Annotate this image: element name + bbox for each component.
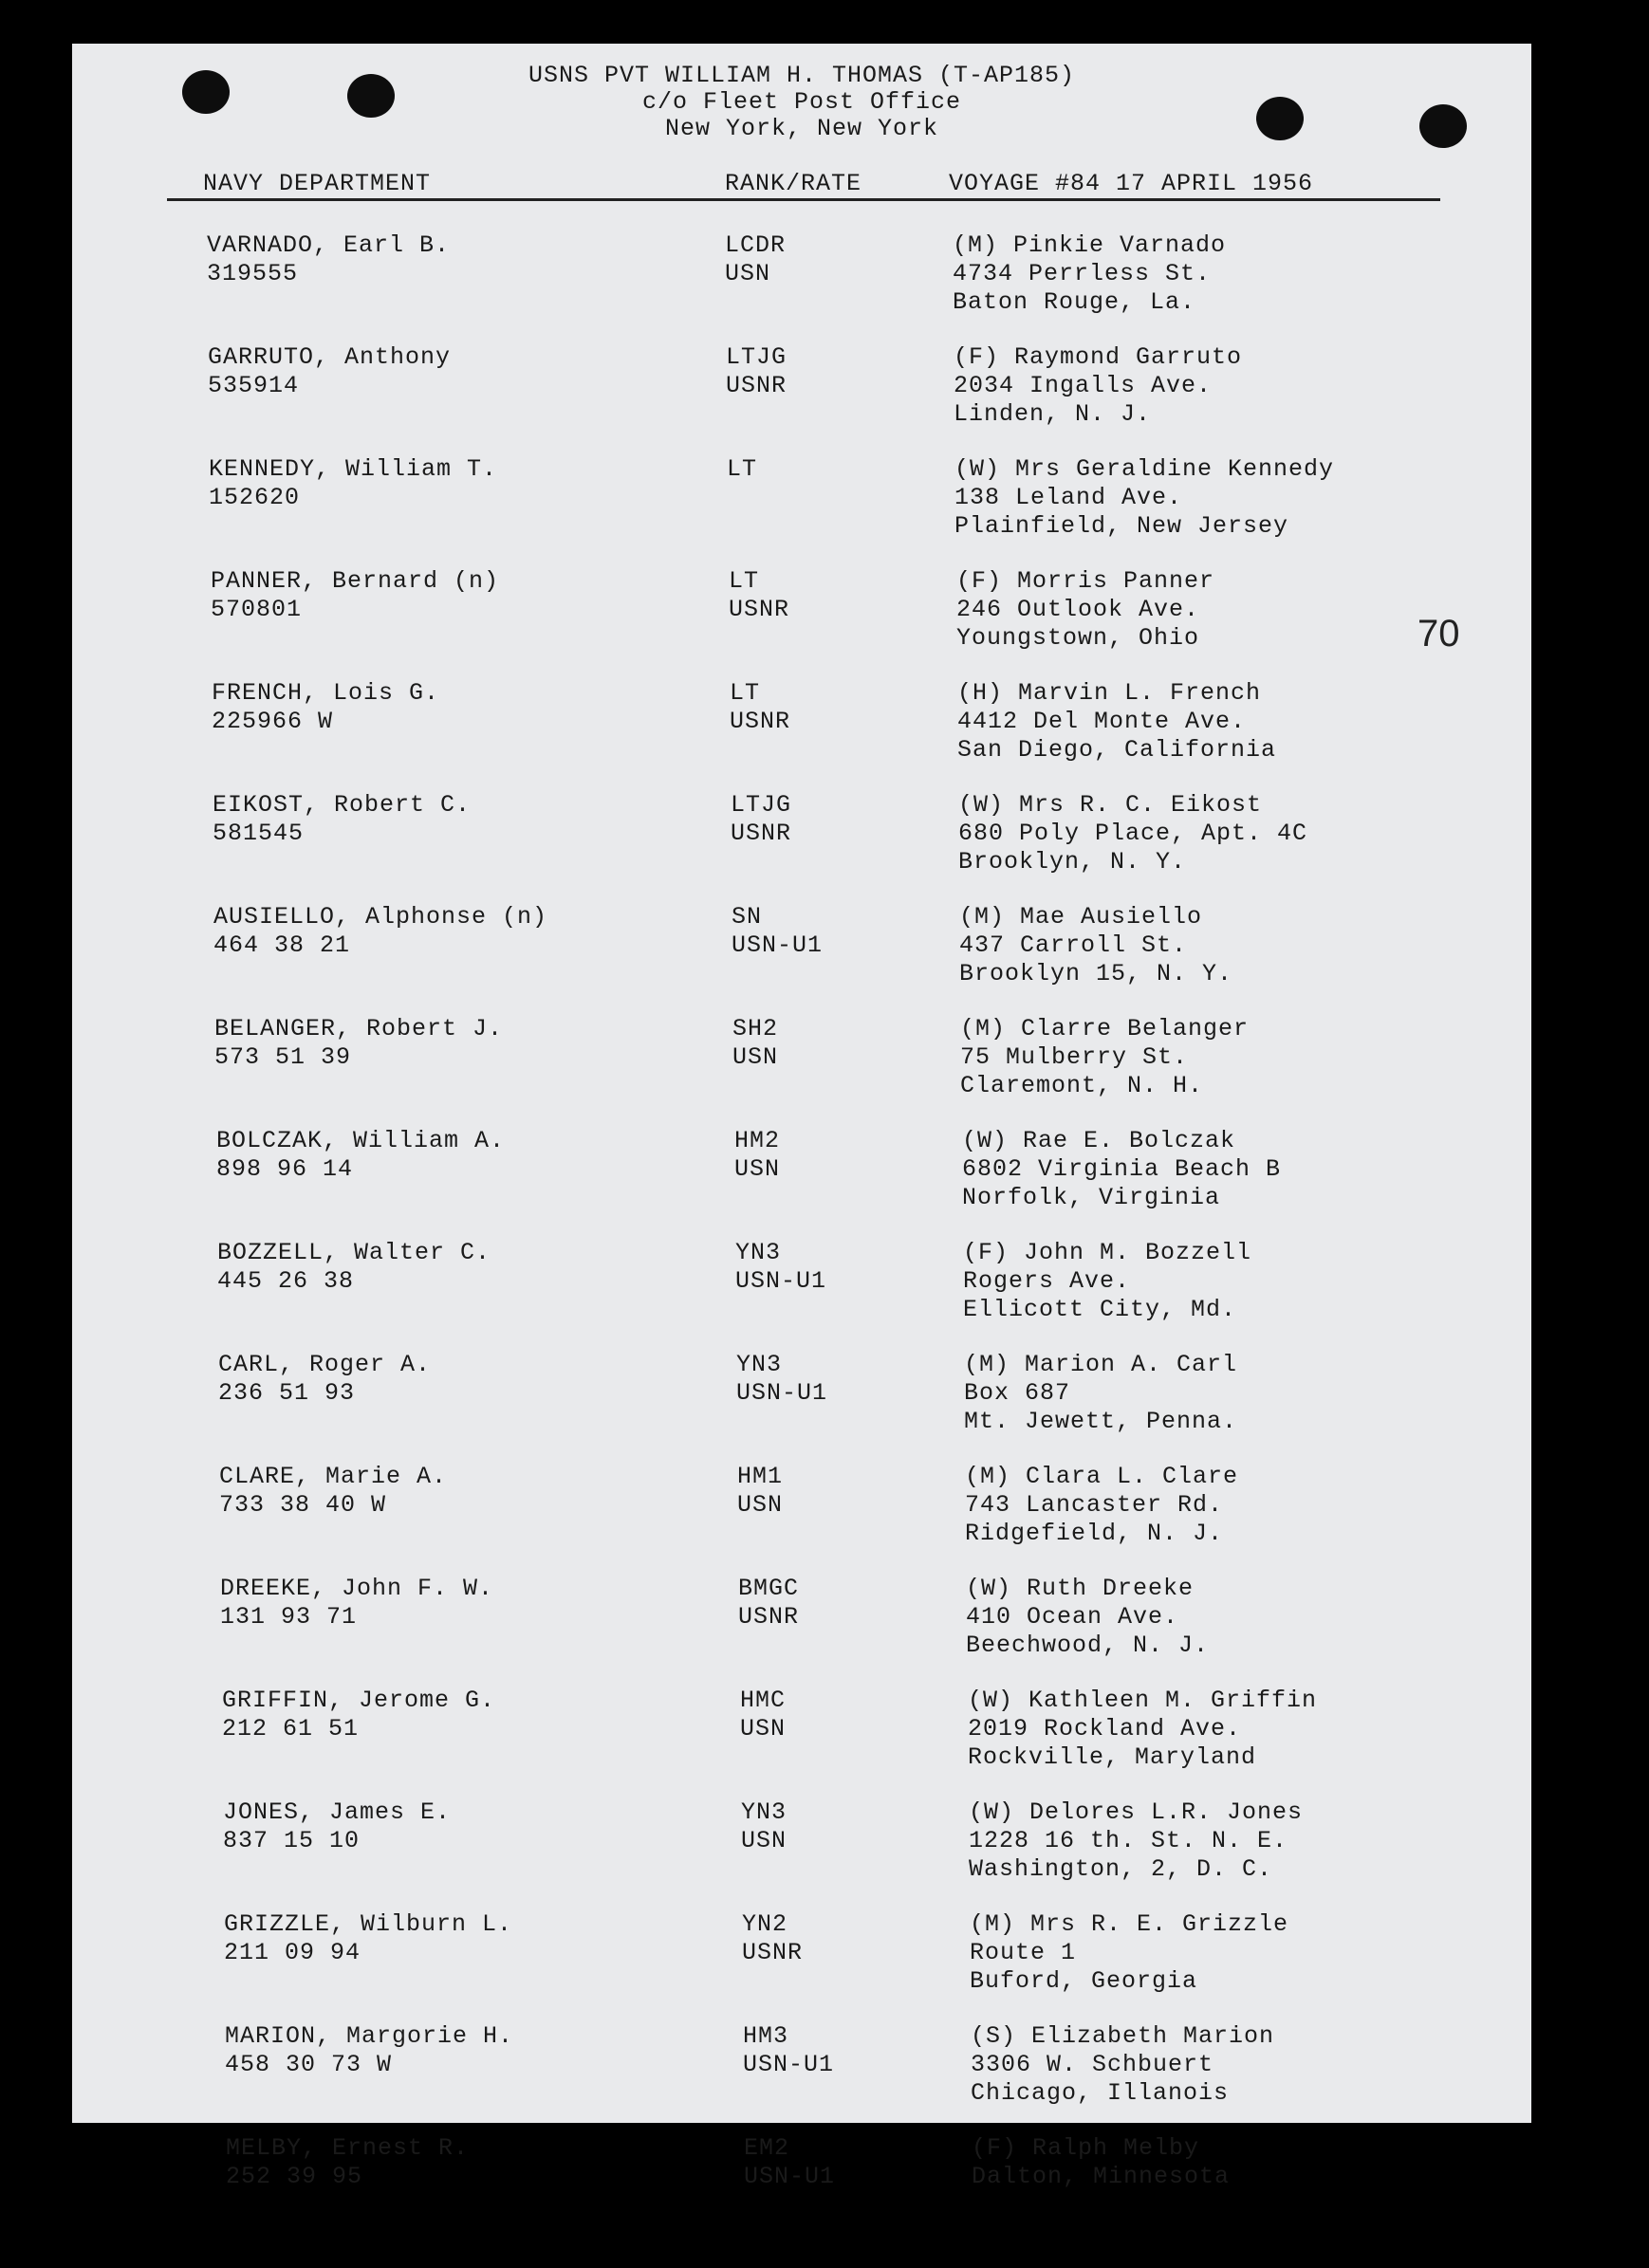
service-number: 898 96 14 — [216, 1155, 354, 1183]
address-line: 1228 16 th. St. N. E. — [969, 1827, 1288, 1854]
rank-rate: BMGC — [738, 1575, 800, 1602]
address-line: Linden, N. J. — [954, 400, 1152, 428]
address-line: Claremont, N. H. — [960, 1072, 1204, 1099]
address-line: Buford, Georgia — [970, 1967, 1198, 1995]
service-number: 445 26 38 — [217, 1267, 355, 1295]
service-branch: USN — [737, 1491, 784, 1519]
address-line: 4412 Del Monte Ave. — [957, 708, 1247, 735]
next-of-kin: (F) Ralph Melby — [972, 2134, 1200, 2162]
person-name: KENNEDY, William T. — [209, 455, 498, 483]
person-name: GARRUTO, Anthony — [208, 343, 452, 371]
rank-header: RANK/RATE — [725, 170, 862, 197]
address-line: Route 1 — [970, 1939, 1077, 1966]
service-number: 152620 — [209, 484, 301, 511]
address-line: Rogers Ave. — [963, 1267, 1131, 1295]
address-line: Mt. Jewett, Penna. — [964, 1408, 1238, 1435]
next-of-kin: (M) Clarre Belanger — [960, 1015, 1250, 1042]
rank-rate: LTJG — [726, 343, 787, 371]
list-item — [72, 1239, 1531, 1351]
service-number: 570801 — [211, 596, 303, 623]
page-number: 70 — [1417, 613, 1460, 655]
service-branch: USN-U1 — [732, 931, 824, 959]
rank-rate: LCDR — [725, 231, 787, 259]
next-of-kin: (W) Mrs R. C. Eikost — [958, 791, 1263, 819]
rank-rate: EM2 — [744, 2134, 790, 2162]
service-branch: USN — [725, 260, 771, 287]
person-name: CLARE, Marie A. — [219, 1463, 448, 1490]
address-line: Ellicott City, Md. — [963, 1296, 1237, 1323]
person-name: VARNADO, Earl B. — [207, 231, 451, 259]
service-number: 535914 — [208, 372, 300, 399]
rank-rate: HM1 — [737, 1463, 784, 1490]
person-name: DREEKE, John F. W. — [220, 1575, 494, 1602]
person-name: BELANGER, Robert J. — [214, 1015, 504, 1042]
service-number: 837 15 10 — [223, 1827, 361, 1854]
address-line: 410 Ocean Ave. — [966, 1603, 1179, 1631]
list-item — [72, 231, 1531, 343]
list-item — [72, 567, 1531, 679]
next-of-kin: (S) Elizabeth Marion — [971, 2022, 1275, 2050]
next-of-kin: (M) Pinkie Varnado — [953, 231, 1227, 259]
person-name: JONES, James E. — [223, 1798, 452, 1826]
list-item — [72, 343, 1531, 455]
address-line: 3306 W. Schbuert — [971, 2051, 1214, 2078]
rank-rate: LT — [727, 455, 758, 483]
city: New York, New York — [664, 115, 939, 142]
list-item — [72, 679, 1531, 791]
list-item — [72, 1351, 1531, 1463]
rank-rate: SH2 — [732, 1015, 779, 1042]
service-number: 211 09 94 — [224, 1939, 361, 1966]
service-branch: USN — [734, 1155, 781, 1183]
service-branch: USN-U1 — [736, 1379, 828, 1407]
next-of-kin: (W) Ruth Dreeke — [966, 1575, 1195, 1602]
service-number: 225966 W — [212, 708, 334, 735]
list-item — [72, 2134, 1531, 2246]
person-name: BOLCZAK, William A. — [216, 1127, 506, 1154]
address-line: 4734 Perrless St. — [953, 260, 1212, 287]
next-of-kin: (F) Morris Panner — [956, 567, 1215, 595]
service-branch: USNR — [726, 372, 787, 399]
rank-rate: YN2 — [742, 1910, 788, 1938]
address-line: Dalton, Minnesota — [972, 2163, 1231, 2190]
document-page — [72, 44, 1531, 2190]
list-item — [72, 1687, 1531, 1798]
person-name: AUSIELLO, Alphonse (n) — [213, 903, 548, 931]
service-number: 733 38 40 W — [219, 1491, 387, 1519]
address-line: Plainfield, New Jersey — [954, 512, 1289, 540]
service-branch: USN-U1 — [743, 2051, 835, 2078]
address-line: 138 Leland Ave. — [954, 484, 1183, 511]
next-of-kin: (F) John M. Bozzell — [963, 1239, 1252, 1266]
service-branch: USNR — [742, 1939, 804, 1966]
person-name: MARION, Margorie H. — [225, 2022, 514, 2050]
next-of-kin: (W) Mrs Geraldine Kennedy — [954, 455, 1335, 483]
service-branch: USNR — [729, 596, 790, 623]
rank-rate: LT — [729, 567, 760, 595]
service-number: 131 93 71 — [220, 1603, 358, 1631]
post-office: c/o Fleet Post Office — [641, 88, 962, 116]
rank-rate: HM2 — [734, 1127, 781, 1154]
next-of-kin: (H) Marvin L. French — [957, 679, 1262, 707]
service-branch: USNR — [730, 708, 791, 735]
service-number: 252 39 95 — [226, 2163, 363, 2190]
list-item — [72, 1015, 1531, 1127]
person-name: GRIZZLE, Wilburn L. — [224, 1910, 513, 1938]
address-line: 6802 Virginia Beach B — [962, 1155, 1282, 1183]
address-line: Youngstown, Ohio — [956, 624, 1200, 652]
service-branch: USN — [740, 1715, 787, 1742]
dept-header: NAVY DEPARTMENT — [203, 170, 432, 197]
address-line: 2019 Rockland Ave. — [968, 1715, 1242, 1742]
list-item — [72, 1463, 1531, 1575]
address-line: 75 Mulberry St. — [960, 1043, 1189, 1071]
rank-rate: HMC — [740, 1687, 787, 1714]
person-name: CARL, Roger A. — [218, 1351, 432, 1378]
address-line: Brooklyn, N. Y. — [958, 848, 1187, 876]
rank-rate: HM3 — [743, 2022, 789, 2050]
address-line: Box 687 — [964, 1379, 1071, 1407]
address-line: Beechwood, N. J. — [966, 1632, 1210, 1659]
list-item — [72, 1127, 1531, 1239]
address-line: Washington, 2, D. C. — [969, 1855, 1273, 1883]
address-line: Baton Rouge, La. — [953, 288, 1196, 316]
person-name: MELBY, Ernest R. — [226, 2134, 470, 2162]
rank-rate: SN — [732, 903, 763, 931]
address-line: 743 Lancaster Rd. — [965, 1491, 1224, 1519]
address-line: 437 Carroll St. — [959, 931, 1188, 959]
next-of-kin: (M) Marion A. Carl — [964, 1351, 1238, 1378]
address-line: Ridgefield, N. J. — [965, 1520, 1224, 1547]
next-of-kin: (M) Mae Ausiello — [959, 903, 1203, 931]
person-name: FRENCH, Lois G. — [212, 679, 440, 707]
voyage-header: VOYAGE #84 17 APRIL 1956 — [949, 170, 1314, 197]
service-number: 236 51 93 — [218, 1379, 356, 1407]
address-line: Rockville, Maryland — [968, 1743, 1257, 1771]
service-branch: USNR — [731, 820, 792, 847]
ship-name: USNS PVT WILLIAM H. THOMAS (T-AP185) — [528, 62, 1076, 89]
person-name: GRIFFIN, Jerome G. — [222, 1687, 496, 1714]
person-name: EIKOST, Robert C. — [213, 791, 472, 819]
rank-rate: LT — [730, 679, 761, 707]
address-line: 246 Outlook Ave. — [956, 596, 1200, 623]
service-branch: USN — [741, 1827, 787, 1854]
service-number: 464 38 21 — [213, 931, 351, 959]
next-of-kin: (W) Delores L.R. Jones — [969, 1798, 1304, 1826]
header-rule — [167, 198, 1440, 201]
rank-rate: YN3 — [741, 1798, 787, 1826]
rank-rate: LTJG — [731, 791, 792, 819]
list-item — [72, 455, 1531, 567]
rank-rate: YN3 — [735, 1239, 782, 1266]
service-branch: USN — [732, 1043, 779, 1071]
address-line: San Diego, California — [957, 736, 1277, 764]
address-line: 2034 Ingalls Ave. — [954, 372, 1213, 399]
address-line: Chicago, Illanois — [971, 2079, 1230, 2107]
service-branch: USNR — [738, 1603, 800, 1631]
list-item — [72, 1798, 1531, 1910]
service-number: 458 30 73 W — [225, 2051, 393, 2078]
service-number: 319555 — [207, 260, 299, 287]
service-number: 573 51 39 — [214, 1043, 352, 1071]
list-item — [72, 791, 1531, 903]
service-branch: USN-U1 — [735, 1267, 827, 1295]
list-item — [72, 1575, 1531, 1687]
next-of-kin: (M) Clara L. Clare — [965, 1463, 1239, 1490]
service-branch: USN-U1 — [744, 2163, 836, 2190]
next-of-kin: (M) Mrs R. E. Grizzle — [970, 1910, 1289, 1938]
next-of-kin: (W) Rae E. Bolczak — [962, 1127, 1236, 1154]
next-of-kin: (F) Raymond Garruto — [954, 343, 1243, 371]
list-item — [72, 903, 1531, 1015]
person-name: PANNER, Bernard (n) — [211, 567, 500, 595]
service-number: 581545 — [213, 820, 305, 847]
person-name: BOZZELL, Walter C. — [217, 1239, 491, 1266]
address-line: Brooklyn 15, N. Y. — [959, 960, 1233, 987]
rank-rate: YN3 — [736, 1351, 783, 1378]
address-line: 680 Poly Place, Apt. 4C — [958, 820, 1308, 847]
next-of-kin: (W) Kathleen M. Griffin — [968, 1687, 1318, 1714]
list-item — [72, 2022, 1531, 2134]
list-item — [72, 1910, 1531, 2022]
service-number: 212 61 51 — [222, 1715, 360, 1742]
address-line: Norfolk, Virginia — [962, 1184, 1221, 1211]
